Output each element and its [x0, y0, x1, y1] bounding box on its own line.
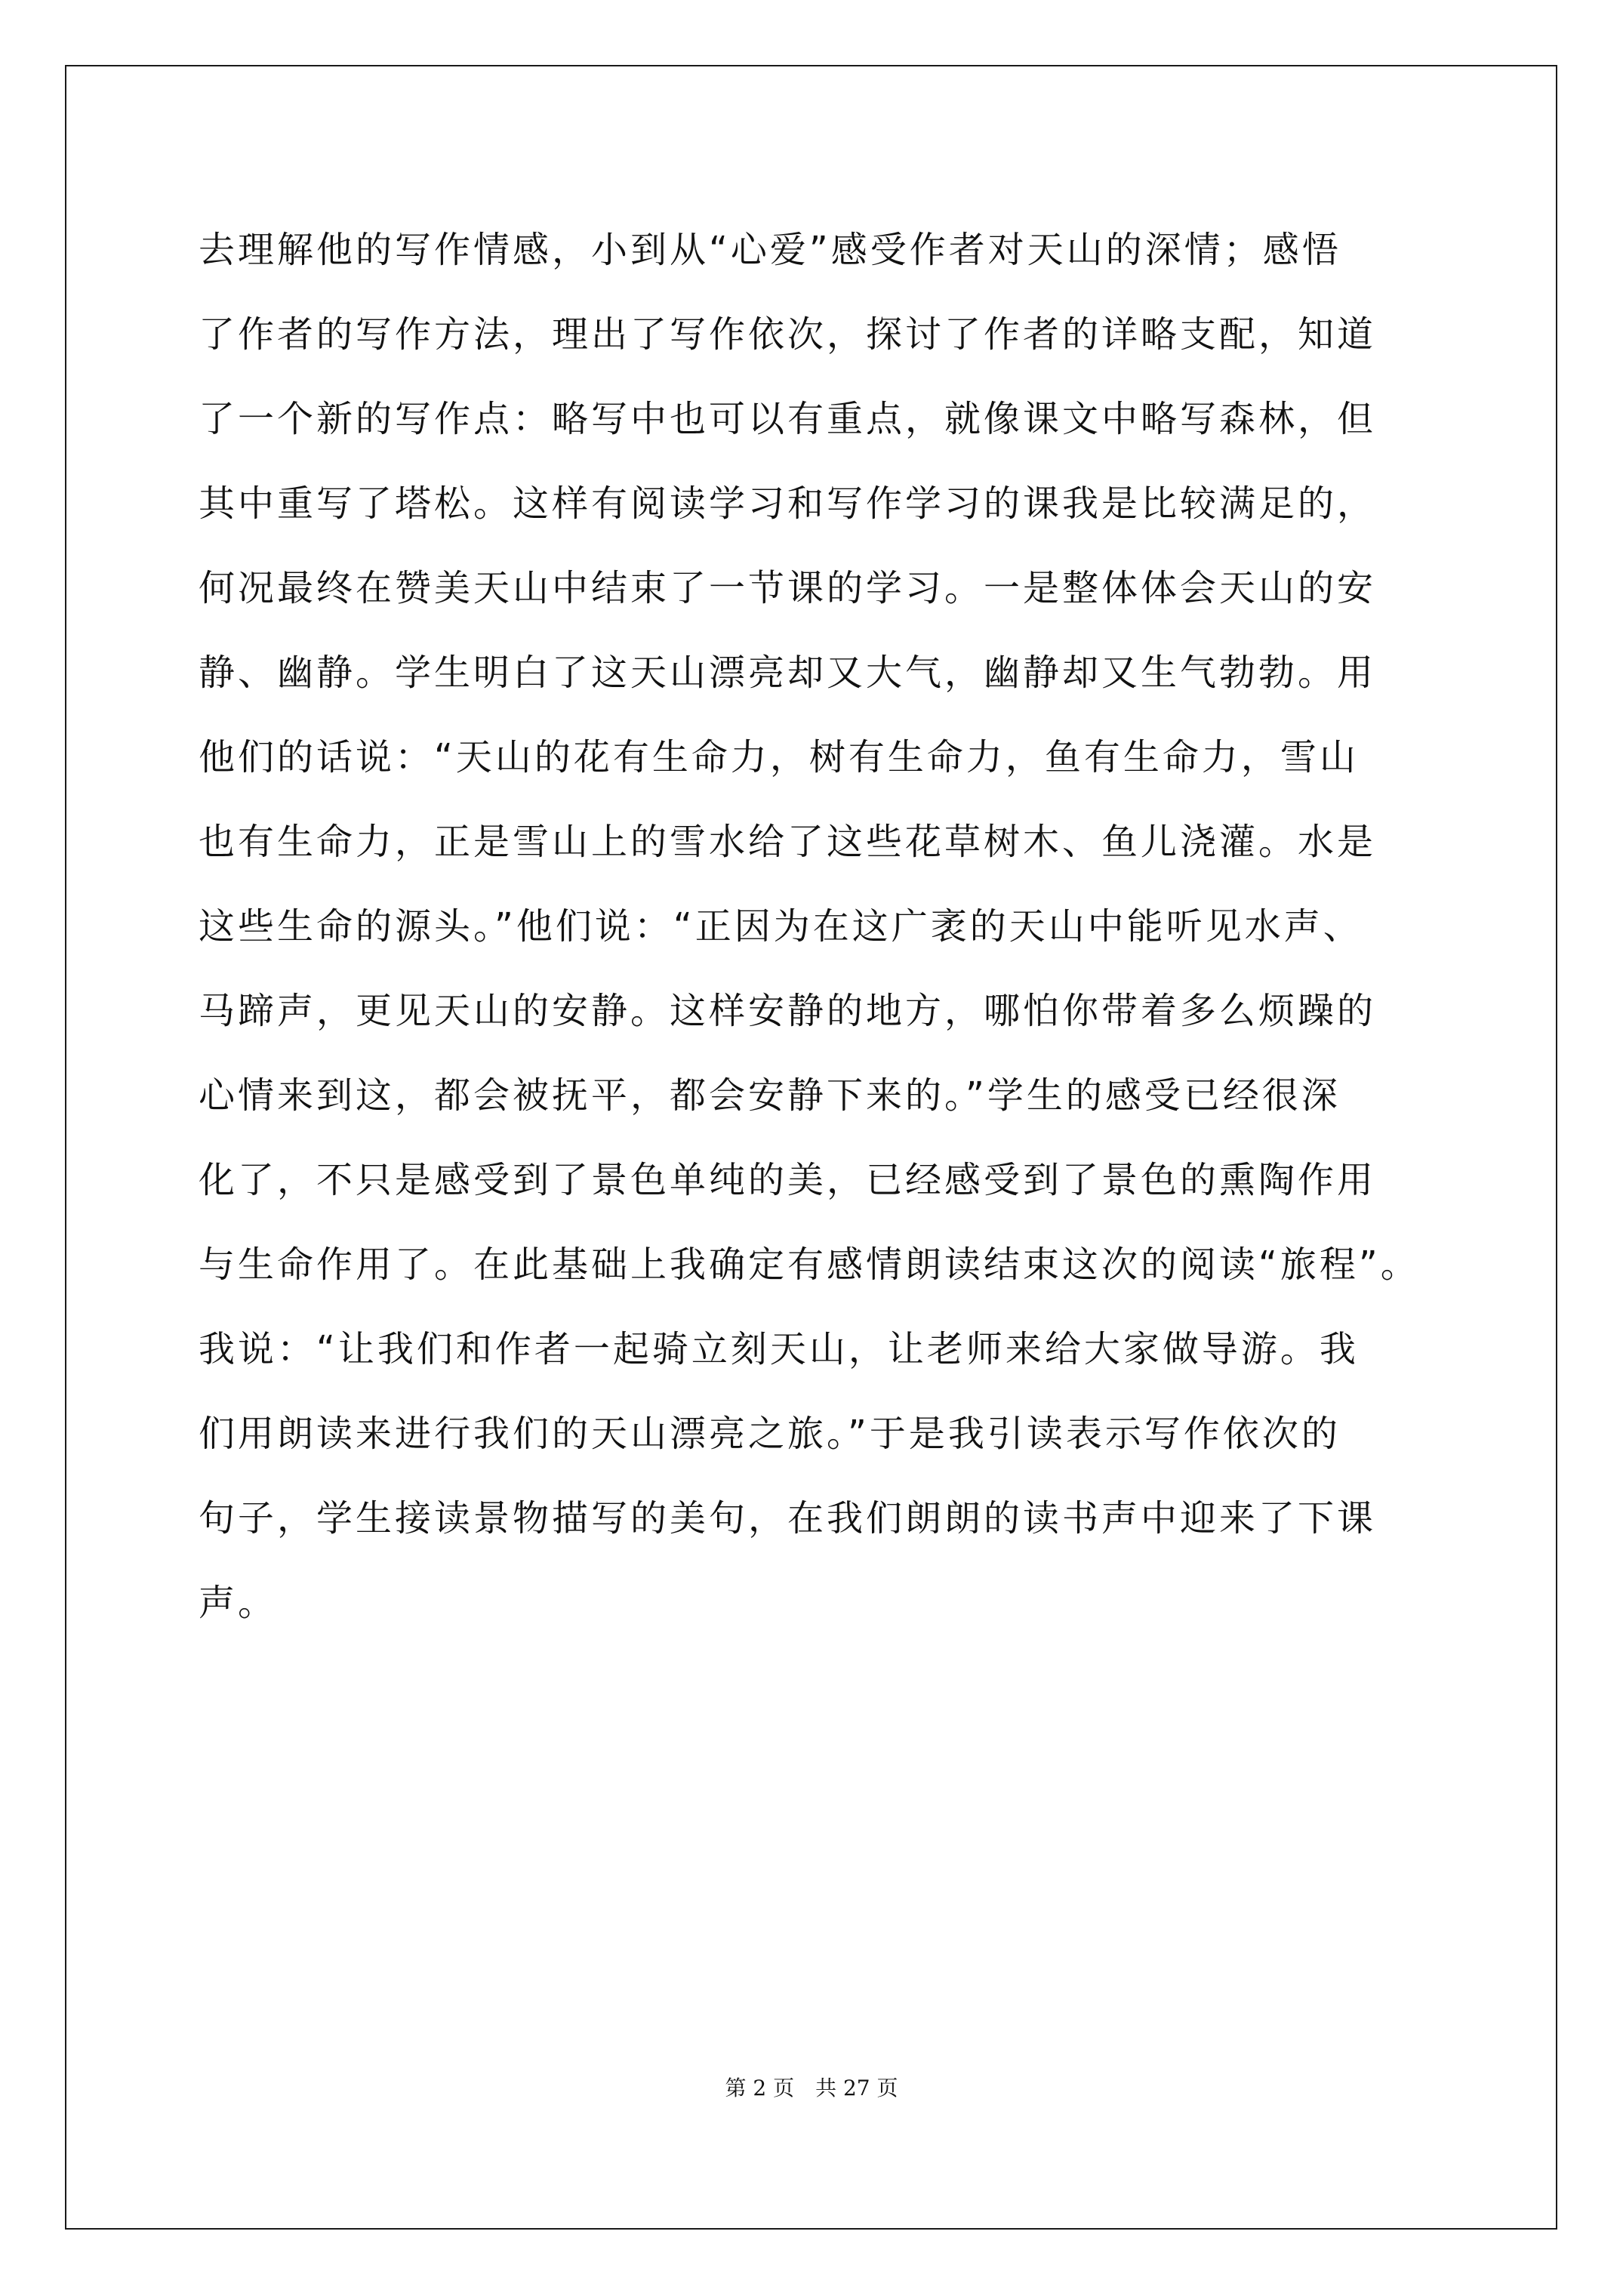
- text-line: 其中重写了塔松。这样有阅读学习和写作学习的课我是比较满足的，: [199, 482, 1377, 525]
- text-line: 了作者的写作方法，理出了写作依次，探讨了作者的详略支配，知道: [199, 313, 1377, 356]
- page-border: [65, 65, 1557, 2230]
- text-line: 了一个新的写作点：略写中也可以有重点，就像课文中略写森林，但: [199, 398, 1377, 440]
- text-line: 也有生命力，正是雪山上的雪水给了这些花草树木、鱼儿浇灌。水是: [199, 821, 1377, 863]
- text-line: 他们的话说：“天山的花有生命力，树有生命力，鱼有生命力，雪山: [199, 736, 1359, 778]
- text-line: 这些生命的源头。”他们说：“正因为在这广袤的天山中能听见水声、: [199, 905, 1363, 948]
- text-line: 我说：“让我们和作者一起骑立刻天山，让老师来给大家做导游。我: [199, 1328, 1359, 1370]
- text-line: 句子，学生接读景物描写的美句，在我们朗朗的读书声中迎来了下课: [199, 1497, 1377, 1539]
- text-line: 何况最终在赞美天山中结束了一节课的学习。一是整体体会天山的安: [199, 567, 1377, 609]
- text-line: 马蹄声，更见天山的安静。这样安静的地方，哪怕你带着多么烦躁的: [199, 990, 1377, 1032]
- text-line: 声。: [199, 1582, 278, 1624]
- text-line: 化了，不只是感受到了景色单纯的美，已经感受到了景色的熏陶作用: [199, 1159, 1377, 1201]
- page-number: 第 2 页 共 27 页: [725, 2076, 898, 2100]
- text-line: 静、幽静。学生明白了这天山漂亮却又大气，幽静却又生气勃勃。用: [199, 652, 1377, 694]
- text-line: 与生命作用了。在此基础上我确定有感情朗读结束这次的阅读“旅程”。: [199, 1244, 1420, 1286]
- text-line: 去理解他的写作情感，小到从“心爱”感受作者对天山的深情；感悟: [199, 229, 1341, 271]
- text-line: 心情来到这，都会被抚平，都会安静下来的。”学生的感受已经很深: [199, 1074, 1341, 1117]
- text-line: 们用朗读来进行我们的天山漂亮之旅。”于是我引读表示写作依次的: [199, 1413, 1341, 1455]
